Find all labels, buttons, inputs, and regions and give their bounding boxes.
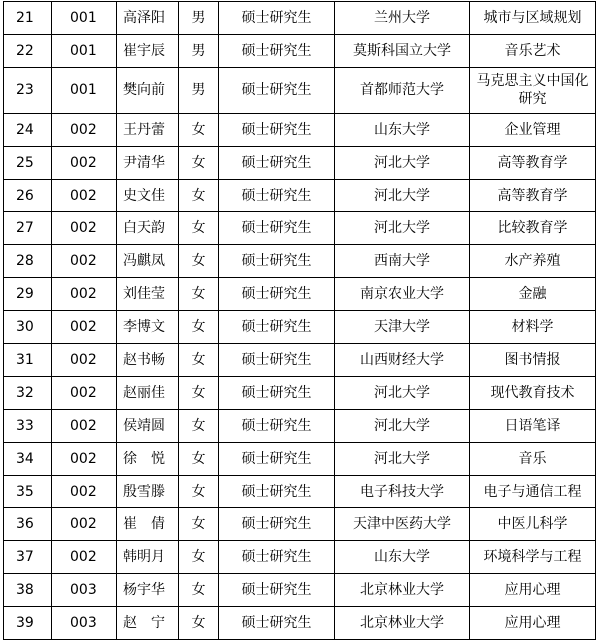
university-cell: 山东大学 xyxy=(335,541,470,574)
major-cell: 高等教育学 xyxy=(470,146,596,179)
group-code-cell: 002 xyxy=(52,179,117,212)
table-row xyxy=(4,212,596,245)
degree-cell: 硕士研究生 xyxy=(219,344,335,377)
major-cell: 比较教育学 xyxy=(470,212,596,245)
row-number-cell: 38 xyxy=(4,574,52,607)
row-number-cell: 28 xyxy=(4,245,52,278)
table-row xyxy=(4,2,596,35)
gender-cell: 女 xyxy=(179,311,219,344)
major-cell: 环境科学与工程 xyxy=(470,541,596,574)
table-row xyxy=(4,311,596,344)
roster-table xyxy=(3,1,596,640)
group-code-cell: 002 xyxy=(52,376,117,409)
name-cell: 殷雪滕 xyxy=(117,475,179,508)
degree-cell: 硕士研究生 xyxy=(219,442,335,475)
row-number-cell: 24 xyxy=(4,113,52,146)
group-code-cell: 002 xyxy=(52,311,117,344)
gender-cell: 女 xyxy=(179,442,219,475)
row-number-cell: 36 xyxy=(4,508,52,541)
name-cell: 徐 悦 xyxy=(117,442,179,475)
group-code-cell: 002 xyxy=(52,475,117,508)
group-code-cell: 002 xyxy=(52,344,117,377)
major-cell: 马克思主义中国化研究 xyxy=(470,67,596,113)
university-cell: 河北大学 xyxy=(335,179,470,212)
group-code-cell: 001 xyxy=(52,34,117,67)
university-cell: 北京林业大学 xyxy=(335,574,470,607)
table-row xyxy=(4,67,596,113)
name-cell: 杨宇华 xyxy=(117,574,179,607)
group-code-cell: 001 xyxy=(52,2,117,35)
row-number-cell: 22 xyxy=(4,34,52,67)
group-code-cell: 002 xyxy=(52,409,117,442)
gender-cell: 女 xyxy=(179,409,219,442)
major-cell: 城市与区域规划 xyxy=(470,2,596,35)
name-cell: 赵 宁 xyxy=(117,607,179,640)
gender-cell: 女 xyxy=(179,475,219,508)
university-cell: 首都师范大学 xyxy=(335,67,470,113)
major-cell: 金融 xyxy=(470,278,596,311)
major-cell: 日语笔译 xyxy=(470,409,596,442)
gender-cell: 女 xyxy=(179,508,219,541)
university-cell: 河北大学 xyxy=(335,409,470,442)
row-number-cell: 30 xyxy=(4,311,52,344)
name-cell: 侯靖圆 xyxy=(117,409,179,442)
major-cell: 电子与通信工程 xyxy=(470,475,596,508)
name-cell: 李博文 xyxy=(117,311,179,344)
table-row xyxy=(4,508,596,541)
university-cell: 山东大学 xyxy=(335,113,470,146)
name-cell: 韩明月 xyxy=(117,541,179,574)
table-row xyxy=(4,344,596,377)
university-cell: 南京农业大学 xyxy=(335,278,470,311)
gender-cell: 女 xyxy=(179,212,219,245)
table-row xyxy=(4,475,596,508)
group-code-cell: 002 xyxy=(52,442,117,475)
table-row xyxy=(4,574,596,607)
university-cell: 天津中医药大学 xyxy=(335,508,470,541)
table-row xyxy=(4,409,596,442)
major-cell: 高等教育学 xyxy=(470,179,596,212)
name-cell: 刘佳莹 xyxy=(117,278,179,311)
name-cell: 史文佳 xyxy=(117,179,179,212)
row-number-cell: 37 xyxy=(4,541,52,574)
row-number-cell: 33 xyxy=(4,409,52,442)
degree-cell: 硕士研究生 xyxy=(219,146,335,179)
major-cell: 应用心理 xyxy=(470,574,596,607)
degree-cell: 硕士研究生 xyxy=(219,607,335,640)
row-number-cell: 27 xyxy=(4,212,52,245)
university-cell: 河北大学 xyxy=(335,442,470,475)
row-number-cell: 21 xyxy=(4,2,52,35)
major-cell: 材料学 xyxy=(470,311,596,344)
university-cell: 兰州大学 xyxy=(335,2,470,35)
row-number-cell: 31 xyxy=(4,344,52,377)
table-row xyxy=(4,278,596,311)
gender-cell: 女 xyxy=(179,113,219,146)
gender-cell: 男 xyxy=(179,2,219,35)
row-number-cell: 29 xyxy=(4,278,52,311)
row-number-cell: 35 xyxy=(4,475,52,508)
name-cell: 冯麒凤 xyxy=(117,245,179,278)
gender-cell: 女 xyxy=(179,541,219,574)
major-cell: 现代教育技术 xyxy=(470,376,596,409)
university-cell: 天津大学 xyxy=(335,311,470,344)
degree-cell: 硕士研究生 xyxy=(219,67,335,113)
name-cell: 赵书畅 xyxy=(117,344,179,377)
major-cell: 音乐艺术 xyxy=(470,34,596,67)
university-cell: 北京林业大学 xyxy=(335,607,470,640)
degree-cell: 硕士研究生 xyxy=(219,2,335,35)
table-row xyxy=(4,34,596,67)
gender-cell: 女 xyxy=(179,376,219,409)
group-code-cell: 001 xyxy=(52,67,117,113)
row-number-cell: 32 xyxy=(4,376,52,409)
row-number-cell: 25 xyxy=(4,146,52,179)
gender-cell: 女 xyxy=(179,344,219,377)
table-row xyxy=(4,179,596,212)
university-cell: 河北大学 xyxy=(335,376,470,409)
gender-cell: 女 xyxy=(179,179,219,212)
university-cell: 电子科技大学 xyxy=(335,475,470,508)
gender-cell: 男 xyxy=(179,34,219,67)
gender-cell: 女 xyxy=(179,607,219,640)
group-code-cell: 002 xyxy=(52,113,117,146)
gender-cell: 男 xyxy=(179,67,219,113)
degree-cell: 硕士研究生 xyxy=(219,113,335,146)
degree-cell: 硕士研究生 xyxy=(219,475,335,508)
degree-cell: 硕士研究生 xyxy=(219,376,335,409)
university-cell: 河北大学 xyxy=(335,212,470,245)
degree-cell: 硕士研究生 xyxy=(219,574,335,607)
degree-cell: 硕士研究生 xyxy=(219,179,335,212)
row-number-cell: 26 xyxy=(4,179,52,212)
row-number-cell: 34 xyxy=(4,442,52,475)
name-cell: 王丹蕾 xyxy=(117,113,179,146)
university-cell: 河北大学 xyxy=(335,146,470,179)
group-code-cell: 002 xyxy=(52,278,117,311)
name-cell: 高泽阳 xyxy=(117,2,179,35)
name-cell: 尹清华 xyxy=(117,146,179,179)
table-row xyxy=(4,245,596,278)
degree-cell: 硕士研究生 xyxy=(219,212,335,245)
row-number-cell: 39 xyxy=(4,607,52,640)
gender-cell: 女 xyxy=(179,146,219,179)
group-code-cell: 003 xyxy=(52,607,117,640)
degree-cell: 硕士研究生 xyxy=(219,409,335,442)
row-number-cell: 23 xyxy=(4,67,52,113)
name-cell: 白天韵 xyxy=(117,212,179,245)
group-code-cell: 002 xyxy=(52,508,117,541)
major-cell: 图书情报 xyxy=(470,344,596,377)
group-code-cell: 002 xyxy=(52,212,117,245)
gender-cell: 女 xyxy=(179,245,219,278)
major-cell: 企业管理 xyxy=(470,113,596,146)
table-row xyxy=(4,146,596,179)
degree-cell: 硕士研究生 xyxy=(219,311,335,344)
group-code-cell: 002 xyxy=(52,541,117,574)
group-code-cell: 002 xyxy=(52,146,117,179)
gender-cell: 女 xyxy=(179,278,219,311)
university-cell: 山西财经大学 xyxy=(335,344,470,377)
degree-cell: 硕士研究生 xyxy=(219,278,335,311)
group-code-cell: 002 xyxy=(52,245,117,278)
table-row xyxy=(4,113,596,146)
name-cell: 崔宇辰 xyxy=(117,34,179,67)
university-cell: 莫斯科国立大学 xyxy=(335,34,470,67)
degree-cell: 硕士研究生 xyxy=(219,245,335,278)
table-row xyxy=(4,607,596,640)
name-cell: 赵丽佳 xyxy=(117,376,179,409)
degree-cell: 硕士研究生 xyxy=(219,508,335,541)
degree-cell: 硕士研究生 xyxy=(219,34,335,67)
university-cell: 西南大学 xyxy=(335,245,470,278)
table-row xyxy=(4,541,596,574)
degree-cell: 硕士研究生 xyxy=(219,541,335,574)
table-row xyxy=(4,442,596,475)
table-row xyxy=(4,376,596,409)
roster-body xyxy=(4,2,596,640)
major-cell: 水产养殖 xyxy=(470,245,596,278)
major-cell: 应用心理 xyxy=(470,607,596,640)
gender-cell: 女 xyxy=(179,574,219,607)
name-cell: 崔 倩 xyxy=(117,508,179,541)
major-cell: 中医儿科学 xyxy=(470,508,596,541)
major-cell: 音乐 xyxy=(470,442,596,475)
group-code-cell: 003 xyxy=(52,574,117,607)
name-cell: 樊向前 xyxy=(117,67,179,113)
